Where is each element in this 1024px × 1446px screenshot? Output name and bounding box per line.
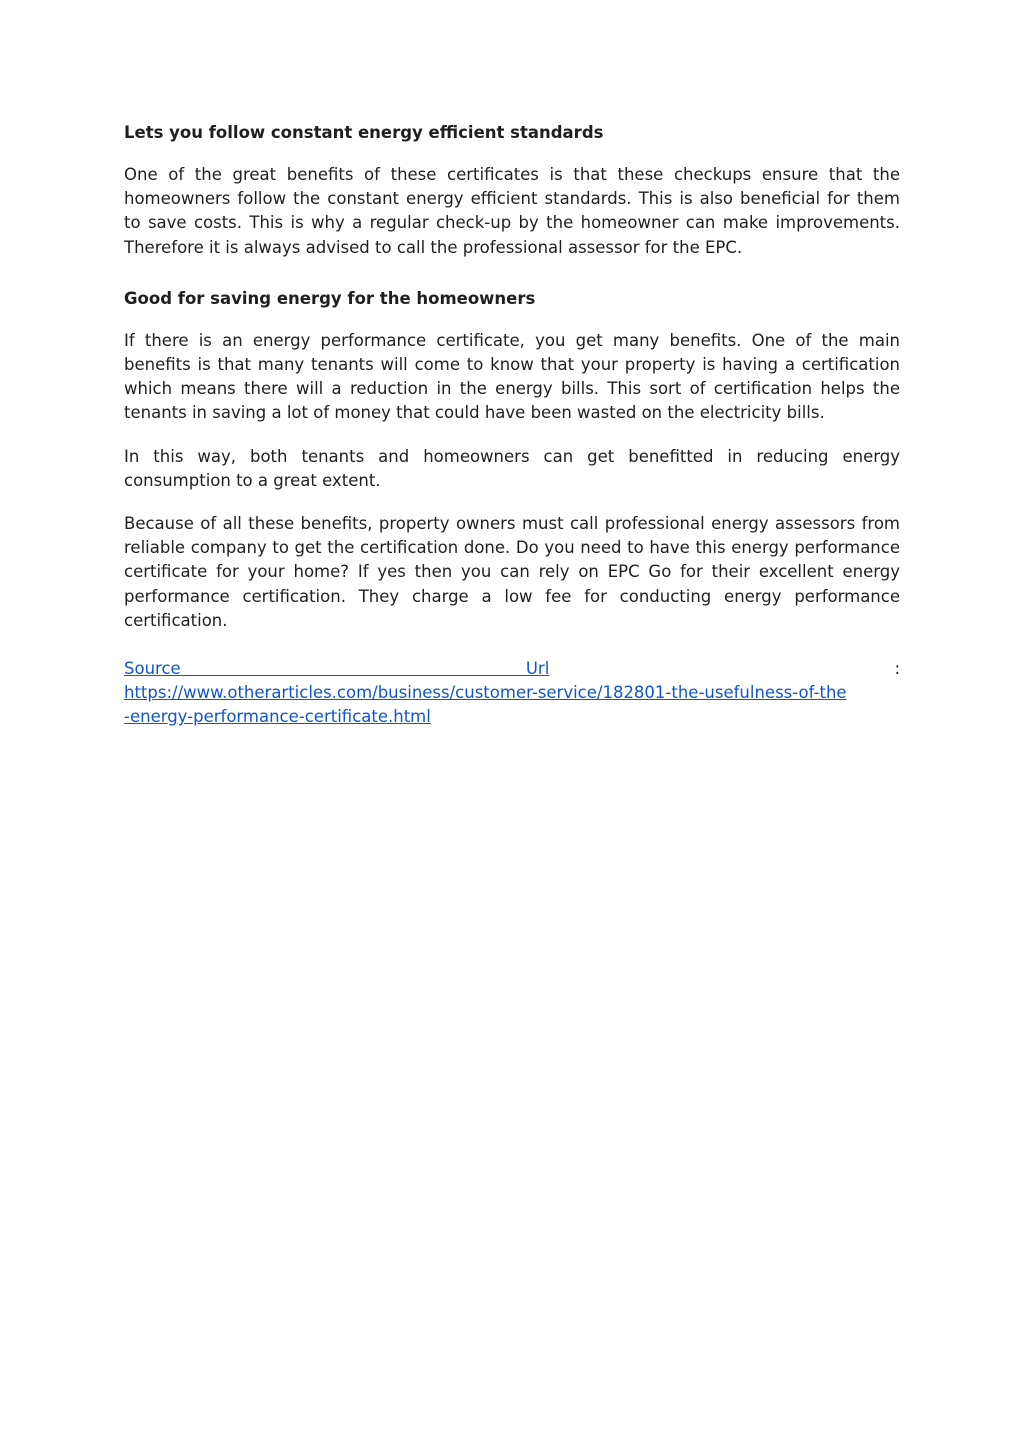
paragraph-standards: One of the great benefits of these certificates is that these checkups ensure that the homeowners follow the constant energy efficient standards. This is also beneficial for them to save costs. This is why a regular check-up by the homeowner can make improvements. Therefore it is always advised to call the professional assessor for the EPC. [124,165,900,257]
source-url-line-1: https://www.otherarticles.com/business/customer-service/182801-the-usefulness-of-the [124,683,847,703]
source-label-word[interactable]: Source [124,659,181,679]
source-url-link[interactable] [124,683,847,726]
source-row-spacer [549,657,894,681]
document-page [124,121,900,730]
source-label-underline [181,675,526,676]
paragraph-tenants-homeowners: In this way, both tenants and homeowners can get benefitted in reducing energy consumption to a great extent. [124,446,900,490]
source-url-line-2: -energy-performance-certificate.html [124,707,431,727]
section-heading-saving-energy: Good for saving energy for the homeowners [124,288,536,308]
url-label-word[interactable]: Url [525,659,550,679]
paragraph-benefits: If there is an energy performance certificate, you get many benefits. One of the main benefits is that many tenants will come to know that your property is having a certification which means there will a reduction in the energy bills. This sort of certification helps the tenants in saving a lot of money that could have been wasted on the electricity bills. [124,330,900,423]
source-url-block [124,657,900,730]
source-label-row [124,657,900,681]
paragraph-epc-go: Because of all these benefits, property owners must call professional energy assessors from reliable company to get the certification done. Do you need to have this energy performance certificate for your home? If yes then you can rely on EPC Go for their excellent energy performance certification. They charge a low fee for conducting energy performance certification. [124,514,900,630]
section-heading-standards: Lets you follow constant energy efficient standards [124,123,604,142]
source-colon: : [894,659,900,679]
